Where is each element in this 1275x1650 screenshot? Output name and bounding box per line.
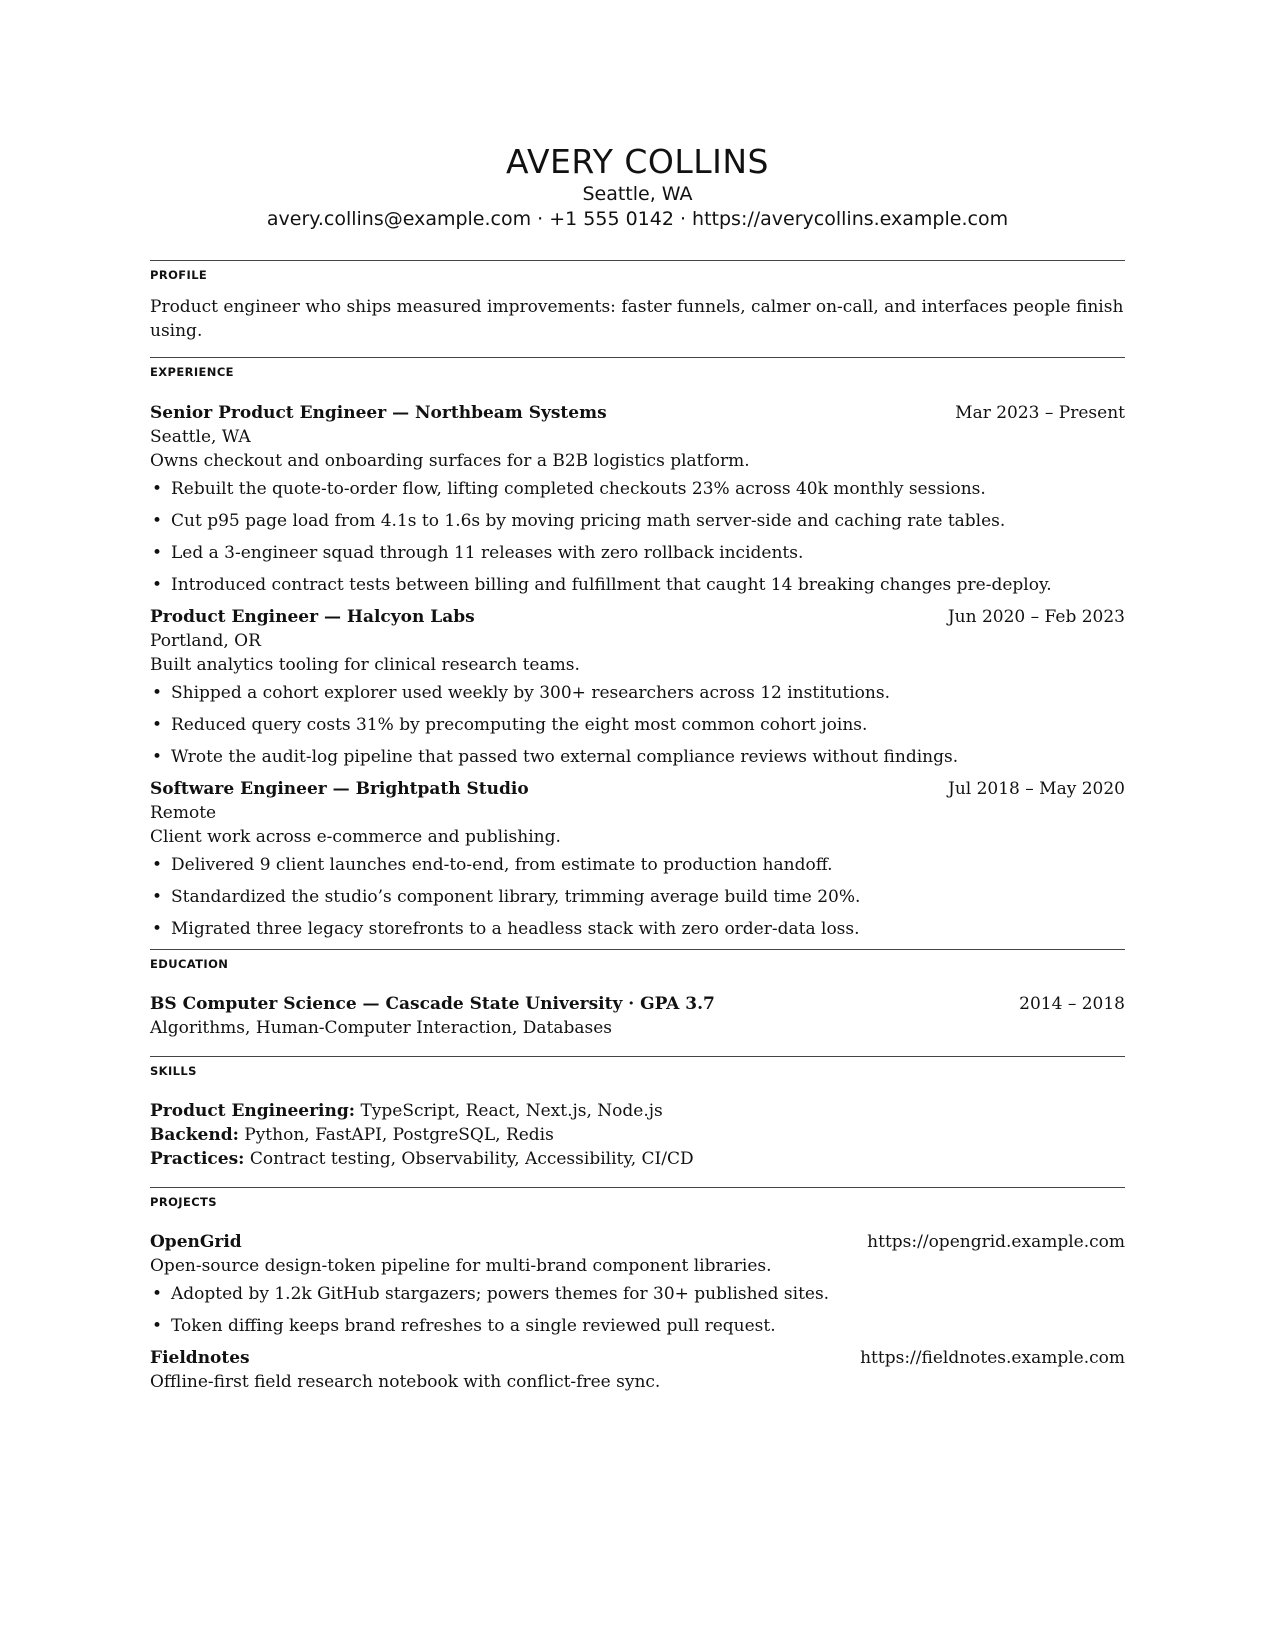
- bullet-icon: •: [152, 511, 163, 531]
- bullet-icon: •: [152, 715, 163, 735]
- project-name: Fieldnotes: [150, 1348, 250, 1368]
- project-link[interactable]: https://opengrid.example.com: [867, 1232, 1125, 1252]
- skill-group-label: Practices:: [150, 1149, 245, 1169]
- job-head: [150, 777, 1125, 801]
- bullet-item: [150, 681, 1125, 705]
- bullet-list: [150, 681, 1125, 769]
- job-summary: Client work across e-commerce and publishing.: [150, 827, 561, 847]
- project-summary: Open-source design-token pipeline for multi-brand component libraries.: [150, 1256, 772, 1276]
- education-head: [150, 992, 1125, 1016]
- bullet-icon: •: [152, 575, 163, 595]
- bullet-item: [150, 853, 1125, 877]
- skill-group-items: Python, FastAPI, PostgreSQL, Redis: [244, 1125, 554, 1145]
- job-entry: [150, 401, 1125, 597]
- job-summary: Built analytics tooling for clinical research teams.: [150, 655, 580, 675]
- contact-line: avery.collins@example.com · +1 555 0142 · https://averycollins.example.com: [266, 208, 1009, 230]
- bullet-text: Migrated three legacy storefronts to a headless stack with zero order-data loss.: [171, 919, 860, 939]
- resume-page: [150, 0, 1125, 1394]
- skill-group: [150, 1099, 1125, 1123]
- experience-list: [150, 401, 1125, 941]
- bullet-text: Cut p95 page load from 4.1s to 1.6s by moving pricing math server-side and caching rate tables.: [171, 511, 1006, 531]
- bullet-text: Wrote the audit-log pipeline that passed two external compliance reviews without findings.: [171, 747, 959, 767]
- job-dates: Jul 2018 – May 2020: [948, 779, 1125, 799]
- project-entry: [150, 1230, 1125, 1338]
- job-dates: Jun 2020 – Feb 2023: [947, 607, 1125, 627]
- bullet-text: Led a 3-engineer squad through 11 releases with zero rollback incidents.: [171, 543, 804, 563]
- section-heading-experience: EXPERIENCE: [150, 365, 234, 379]
- job-entry: [150, 605, 1125, 769]
- bullet-item: [150, 1314, 1125, 1338]
- project-name: OpenGrid: [150, 1232, 242, 1252]
- job-title: Senior Product Engineer — Northbeam Systems: [150, 403, 607, 423]
- bullet-text: Introduced contract tests between billing and fulfillment that caught 14 breaking changes pre-deploy.: [171, 575, 1052, 595]
- bullet-item: [150, 509, 1125, 533]
- education-section: [150, 949, 1125, 1040]
- experience-section: [150, 357, 1125, 941]
- bullet-list: [150, 1282, 1125, 1338]
- skill-group: [150, 1123, 1125, 1147]
- bullet-icon: •: [152, 747, 163, 767]
- section-heading-profile: PROFILE: [150, 268, 208, 282]
- project-head: [150, 1230, 1125, 1254]
- project-summary: Offline-first field research notebook with conflict-free sync.: [150, 1372, 661, 1392]
- projects-list: [150, 1230, 1125, 1394]
- bullet-text: Standardized the studio’s component library, trimming average build time 20%.: [171, 887, 861, 907]
- skill-group-label: Product Engineering:: [150, 1101, 356, 1121]
- bullet-icon: •: [152, 479, 163, 499]
- profile-summary: Product engineer who ships measured improvements: faster funnels, calmer on-call, and interfaces people finish using.: [150, 297, 1124, 341]
- section-heading-projects: PROJECTS: [150, 1195, 217, 1209]
- bullet-text: Reduced query costs 31% by precomputing the eight most common cohort joins.: [171, 715, 868, 735]
- job-head: [150, 605, 1125, 629]
- skill-group-label: Backend:: [150, 1125, 239, 1145]
- job-location: Remote: [150, 803, 217, 823]
- bullet-icon: •: [152, 887, 163, 907]
- degree-title: BS Computer Science — Cascade State University · GPA 3.7: [150, 994, 715, 1014]
- bullet-icon: •: [152, 543, 163, 563]
- bullet-list: [150, 853, 1125, 941]
- profile-section: [150, 260, 1125, 343]
- bullet-text: Rebuilt the quote-to-order flow, lifting completed checkouts 23% across 40k monthly sessions.: [171, 479, 986, 499]
- bullet-item: [150, 1282, 1125, 1306]
- candidate-location: Seattle, WA: [582, 183, 693, 205]
- project-head: [150, 1346, 1125, 1370]
- job-location: Portland, OR: [150, 631, 261, 651]
- candidate-name: AVERY COLLINS: [505, 142, 769, 181]
- job-summary: Owns checkout and onboarding surfaces for a B2B logistics platform.: [150, 451, 750, 471]
- bullet-item: [150, 917, 1125, 941]
- skills-section: [150, 1056, 1125, 1171]
- bullet-icon: •: [152, 1284, 163, 1304]
- coursework: Algorithms, Human-Computer Interaction, Databases: [150, 1018, 613, 1038]
- bullet-item: [150, 573, 1125, 597]
- job-title: Software Engineer — Brightpath Studio: [150, 779, 529, 799]
- bullet-item: [150, 541, 1125, 565]
- job-head: [150, 401, 1125, 425]
- bullet-item: [150, 745, 1125, 769]
- bullet-text: Token diffing keeps brand refreshes to a single reviewed pull request.: [171, 1316, 776, 1336]
- bullet-list: [150, 477, 1125, 597]
- bullet-item: [150, 885, 1125, 909]
- job-title: Product Engineer — Halcyon Labs: [150, 607, 475, 627]
- bullet-item: [150, 713, 1125, 737]
- bullet-text: Delivered 9 client launches end-to-end, from estimate to production handoff.: [171, 855, 833, 875]
- bullet-icon: •: [152, 855, 163, 875]
- project-link[interactable]: https://fieldnotes.example.com: [860, 1348, 1125, 1368]
- section-heading-education: EDUCATION: [150, 957, 229, 971]
- bullet-item: [150, 477, 1125, 501]
- job-dates: Mar 2023 – Present: [955, 403, 1125, 423]
- projects-section: [150, 1187, 1125, 1394]
- bullet-icon: •: [152, 919, 163, 939]
- resume-header: [150, 142, 1125, 232]
- skill-group-items: TypeScript, React, Next.js, Node.js: [360, 1101, 663, 1121]
- skill-group-items: Contract testing, Observability, Accessibility, CI/CD: [249, 1149, 694, 1169]
- skills-list: [150, 1099, 1125, 1171]
- bullet-text: Adopted by 1.2k GitHub stargazers; powers themes for 30+ published sites.: [171, 1284, 830, 1304]
- skill-group: [150, 1147, 1125, 1171]
- project-entry: [150, 1346, 1125, 1394]
- education-entry: [150, 992, 1125, 1040]
- bullet-text: Shipped a cohort explorer used weekly by 300+ researchers across 12 institutions.: [171, 683, 890, 703]
- section-heading-skills: SKILLS: [150, 1064, 197, 1078]
- job-entry: [150, 777, 1125, 941]
- bullet-icon: •: [152, 1316, 163, 1336]
- bullet-icon: •: [152, 683, 163, 703]
- job-location: Seattle, WA: [150, 427, 251, 447]
- education-dates: 2014 – 2018: [1019, 994, 1125, 1014]
